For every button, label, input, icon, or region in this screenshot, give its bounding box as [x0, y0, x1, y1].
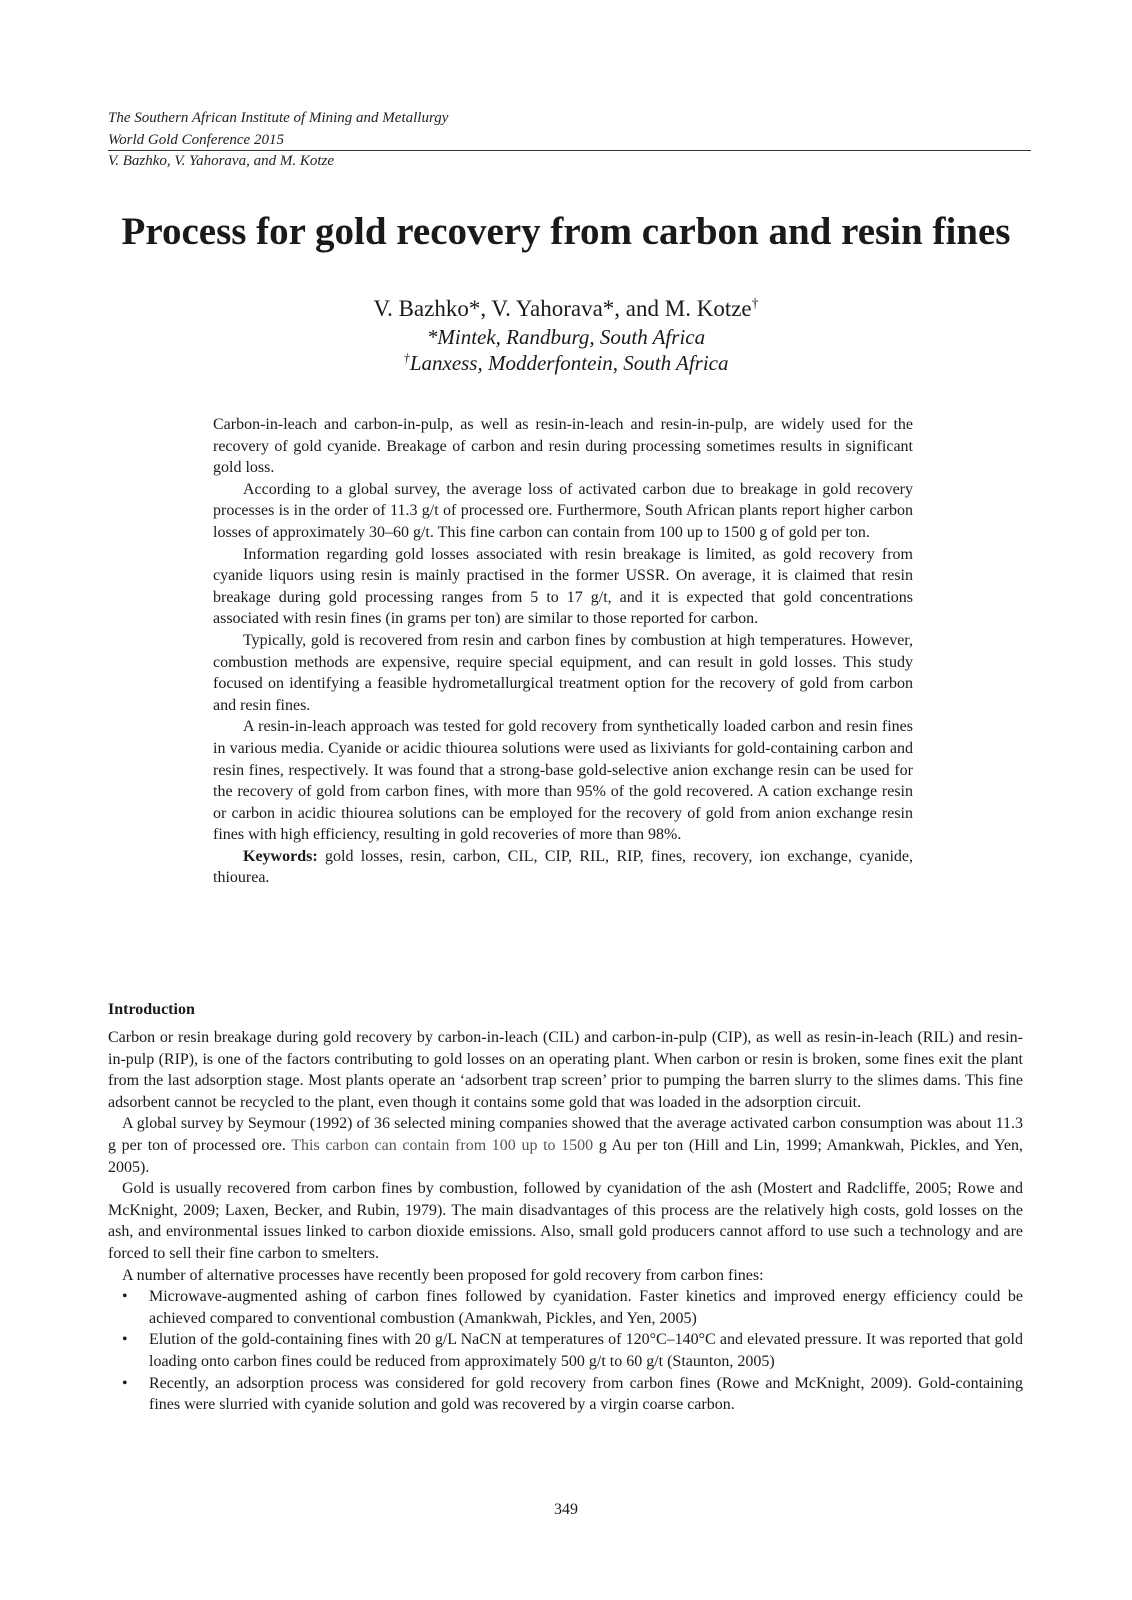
dagger-mark: †: [403, 351, 410, 365]
body-paragraph: Gold is usually recovered from carbon fines by combustion, followed by cyanidation of the ash (Mostert and Radcliffe, 2005; Rowe and McKnight, 2009; Laxen, Becker, and Rubin, 1979). The main disadvantages of this process are the relatively high costs, gold losses on the ash, and environmental issues linked to carbon dioxide emissions. Also, small gold producers cannot afford to use such a technology and are forced to sell their fine carbon to smelters.: [108, 1180, 1023, 1262]
abstract: [213, 414, 913, 889]
list-item-text: Recently, an adsorption process was considered for gold recovery from carbon fines (Rowe and McKnight, 2009). Gold-containing fines were slurried with cyanide solution and gold was recovered by a virgin coarse carbon.: [149, 1374, 1023, 1414]
list-item: [108, 1373, 1023, 1416]
body-text-highlight: This carbon can contain from 100 up to 1500: [291, 1136, 594, 1154]
keywords-list: gold losses, resin, carbon, CIL, CIP, RIL, RIP, fines, recovery, ion exchange, cyanide, thiourea.: [213, 847, 913, 887]
abstract-paragraph: Carbon-in-leach and carbon-in-pulp, as well as resin-in-leach and resin-in-pulp, are widely used for the recovery of gold cyanide. Breakage of carbon and resin during processing sometimes results in significant gold loss.: [213, 416, 913, 477]
running-header-conference: World Gold Conference 2015: [108, 132, 284, 148]
affiliation-lanxess: [0, 350, 1132, 376]
page-number: 349: [554, 1501, 578, 1518]
running-header-institute: The Southern African Institute of Mining and Metallurgy: [108, 110, 449, 126]
body-paragraph: [108, 1113, 1023, 1178]
affiliation-mintek: *Mintek, Randburg, South Africa: [426, 325, 706, 349]
abstract-paragraph: A resin-in-leach approach was tested for gold recovery from synthetically loaded carbon and resin fines in various media. Cyanide or acidic thiourea solutions were used as lixiviants for gold-containing carbon and resin fines, respectively. It was found that a strong-base gold-selective anion exchange resin can be used for the recovery of gold from carbon fines, with more than 95% of the gold recovered. A cation exchange resin or carbon in acidic thiourea solutions can be employed for the recovery of gold from anion exchange resin fines with high efficiency, resulting in gold recoveries of more than 98%.: [213, 718, 913, 844]
keywords: [213, 846, 913, 889]
abstract-paragraph: Information regarding gold losses associated with resin breakage is limited, as gold recovery from cyanide liquors using resin is mainly practised in the former USSR. On average, it is claimed that resin breakage during gold processing ranges from 5 to 17 g/t, and it is expected that gold concentrations associated with resin fines (in grams per ton) are similar to those reported for carbon.: [213, 545, 913, 628]
dagger-mark: †: [751, 295, 759, 311]
abstract-paragraph: Typically, gold is recovered from resin and carbon fines by combustion at high temperatures. However, combustion methods are expensive, require special equipment, and can result in gold losses. This study focused on identifying a feasible hydrometallurgical treatment option for the recovery of gold from carbon and resin fines.: [213, 631, 913, 714]
keywords-label: Keywords:: [243, 847, 318, 865]
affiliation-lanxess-text: Lanxess, Modderfontein, South Africa: [409, 351, 729, 375]
bullet-icon: •: [122, 1331, 128, 1349]
bullet-icon: •: [122, 1374, 128, 1392]
bullet-icon: •: [122, 1288, 128, 1306]
list-item: [108, 1329, 1023, 1372]
introduction-body: [108, 1027, 1023, 1416]
abstract-paragraph: According to a global survey, the average loss of activated carbon due to breakage in gold recovery processes is in the order of 11.3 g/t of processed ore. Furthermore, South African plants report higher carbon losses of approximately 30–60 g/t. This fine carbon can contain from 100 up to 1500 g of gold per ton.: [213, 480, 913, 541]
list-item: [108, 1286, 1023, 1329]
list-item-text: Elution of the gold-containing fines with 20 g/L NaCN at temperatures of 120°C–140°C and elevated pressure. It was reported that gold loading onto carbon fines could be reduced from approximately 500 g/t to 60 g/t (Staunton, 2005): [149, 1331, 1023, 1370]
alternative-process-list: [108, 1286, 1023, 1416]
paper-title: Process for gold recovery from carbon and resin fines: [121, 210, 1011, 253]
section-heading-introduction: Introduction: [108, 1001, 195, 1018]
body-paragraph: Carbon or resin breakage during gold recovery by carbon-in-leach (CIL) and carbon-in-pulp (CIP), as well as resin-in-leach (RIL) and resin-in-pulp (RIP), is one of the factors contributing to gold losses on an operating plant. When carbon or resin is broken, some fines exit the plant from the last adsorption stage. Most plants operate an ‘adsorbent trap screen’ prior to pumping the barren slurry to the slimes dams. This fine adsorbent cannot be recycled to the plant, even though it contains some gold that was loaded in the adsorption circuit.: [108, 1029, 1023, 1111]
author-names: V. Bazhko*, V. Yahorava*, and M. Kotze: [373, 296, 752, 321]
body-paragraph: A number of alternative processes have recently been proposed for gold recovery from carbon fines:: [122, 1266, 764, 1284]
body-text: g Au per ton (Hill and Lin, 1999; Amankwah, Pickles, and Yen, 2005).: [108, 1136, 1023, 1176]
author-list: [0, 295, 1132, 323]
running-header-authors: V. Bazhko, V. Yahorava, and M. Kotze: [108, 153, 334, 169]
list-item-text: Microwave-augmented ashing of carbon fines followed by cyanidation. Faster kinetics and improved energy efficiency could be achieved compared to conventional combustion (Amankwah, Pickles, and Yen, 2005): [149, 1288, 1023, 1327]
body-text: A global survey by Seymour (1992) of 36 selected mining companies showed that the average activated carbon consumption was about 11.3 g per ton of processed ore.: [108, 1115, 1023, 1154]
